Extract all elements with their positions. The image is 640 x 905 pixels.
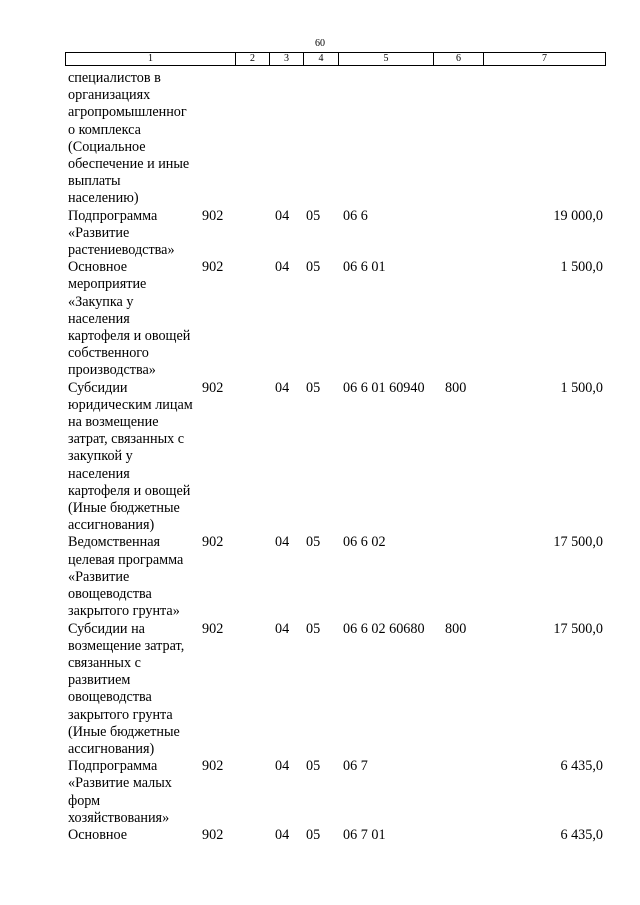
row-expense-type: 800 [445, 620, 467, 637]
row-name-line: ассигнования) [68, 517, 155, 534]
row-name-line: агропромышленног [68, 104, 187, 121]
row-name-line: Субсидии [68, 379, 128, 396]
row-ved-code: 902 [202, 534, 224, 551]
header-col-1: 1 [66, 53, 236, 66]
table-row [0, 70, 640, 208]
row-name-line: картофеля и овощей [68, 482, 191, 499]
row-name-line: «Закупка у [68, 293, 134, 310]
row-amount: 1 500,0 [560, 259, 603, 276]
row-name [68, 534, 203, 620]
row-name-line: картофеля и овощей [68, 328, 191, 345]
row-amount: 1 500,0 [560, 379, 603, 396]
header-col-3: 3 [270, 53, 304, 66]
row-name-line: (Иные бюджетные [68, 500, 180, 517]
row-name-line: закрытого грунта» [68, 603, 180, 620]
budget-table-body [0, 70, 640, 844]
row-name [68, 208, 203, 260]
row-target-article: 06 7 01 [343, 826, 386, 843]
row-section-code: 04 [275, 758, 290, 775]
row-name-line: обеспечение и иные [68, 156, 190, 173]
row-amount: 6 435,0 [560, 826, 603, 843]
row-name [68, 621, 203, 759]
table-row [0, 259, 640, 379]
row-ved-code: 902 [202, 207, 224, 224]
row-name-line: целевая программа [68, 551, 184, 568]
table-row [0, 827, 640, 844]
table-row [0, 380, 640, 535]
row-amount: 19 000,0 [553, 207, 603, 224]
header-col-7: 7 [484, 53, 606, 66]
row-amount: 6 435,0 [560, 758, 603, 775]
row-ved-code: 902 [202, 259, 224, 276]
row-section-code: 04 [275, 207, 290, 224]
row-name-line: населения [68, 310, 130, 327]
row-name-line: Субсидии на [68, 620, 145, 637]
row-subsection-code: 05 [306, 758, 321, 775]
table-row [0, 621, 640, 759]
row-amount: 17 500,0 [553, 620, 603, 637]
row-name [68, 827, 203, 844]
table-row [0, 534, 640, 620]
row-subsection-code: 05 [306, 534, 321, 551]
row-ved-code: 902 [202, 379, 224, 396]
row-name-line: населению) [68, 190, 139, 207]
page-number: 60 [315, 38, 325, 49]
row-name-line: организациях [68, 87, 151, 104]
column-number-header [65, 52, 606, 66]
row-name-line: возмещение затрат, [68, 637, 185, 654]
row-name [68, 758, 203, 827]
row-name-line: на возмещение [68, 414, 159, 431]
row-name [68, 70, 203, 208]
row-target-article: 06 7 [343, 758, 368, 775]
row-ved-code: 902 [202, 620, 224, 637]
row-name-line: Основное [68, 259, 128, 276]
header-col-5: 5 [339, 53, 434, 66]
row-name-line: затрат, связанных с [68, 431, 185, 448]
row-name-line: Ведомственная [68, 534, 161, 551]
row-name [68, 380, 203, 535]
row-name-line: мероприятие [68, 276, 147, 293]
header-row [66, 53, 606, 66]
row-name-line: (Социальное [68, 138, 146, 155]
row-amount: 17 500,0 [553, 534, 603, 551]
row-section-code: 04 [275, 534, 290, 551]
row-name-line: растениеводства» [68, 242, 175, 259]
row-name-line: закрытого грунта [68, 706, 173, 723]
row-name-line: Основное [68, 826, 128, 843]
row-name-line: Подпрограмма [68, 207, 158, 224]
row-ved-code: 902 [202, 758, 224, 775]
row-expense-type: 800 [445, 379, 467, 396]
row-name-line: развитием [68, 672, 131, 689]
row-section-code: 04 [275, 379, 290, 396]
header-col-2: 2 [236, 53, 270, 66]
row-subsection-code: 05 [306, 379, 321, 396]
row-section-code: 04 [275, 826, 290, 843]
row-name-line: овощеводства [68, 586, 152, 603]
row-target-article: 06 6 01 60940 [343, 379, 425, 396]
row-name-line: выплаты [68, 173, 121, 190]
row-name-line: о комплекса [68, 121, 141, 138]
row-subsection-code: 05 [306, 259, 321, 276]
row-subsection-code: 05 [306, 620, 321, 637]
header-col-6: 6 [434, 53, 484, 66]
row-name-line: собственного [68, 345, 149, 362]
row-name-line: овощеводства [68, 689, 152, 706]
row-ved-code: 902 [202, 826, 224, 843]
row-name-line: (Иные бюджетные [68, 723, 180, 740]
row-name-line: производства» [68, 362, 156, 379]
header-col-4: 4 [304, 53, 339, 66]
row-target-article: 06 6 01 [343, 259, 386, 276]
row-name-line: «Развитие [68, 568, 130, 585]
row-target-article: 06 6 02 [343, 534, 386, 551]
row-section-code: 04 [275, 259, 290, 276]
row-name-line: форм [68, 792, 101, 809]
row-name-line: Подпрограмма [68, 758, 158, 775]
row-name-line: ассигнования) [68, 740, 155, 757]
row-name-line: закупкой у [68, 448, 133, 465]
row-target-article: 06 6 [343, 207, 368, 224]
row-name-line: «Развитие малых [68, 775, 172, 792]
row-name-line: населения [68, 465, 130, 482]
table-row [0, 758, 640, 827]
row-name [68, 259, 203, 379]
row-subsection-code: 05 [306, 207, 321, 224]
table-row [0, 208, 640, 260]
row-target-article: 06 6 02 60680 [343, 620, 425, 637]
row-section-code: 04 [275, 620, 290, 637]
row-name-line: юридическим лицам [68, 396, 193, 413]
row-name-line: хозяйствования» [68, 809, 170, 826]
row-name-line: связанных с [68, 654, 141, 671]
row-subsection-code: 05 [306, 826, 321, 843]
row-name-line: «Развитие [68, 224, 130, 241]
row-name-line: специалистов в [68, 70, 161, 86]
